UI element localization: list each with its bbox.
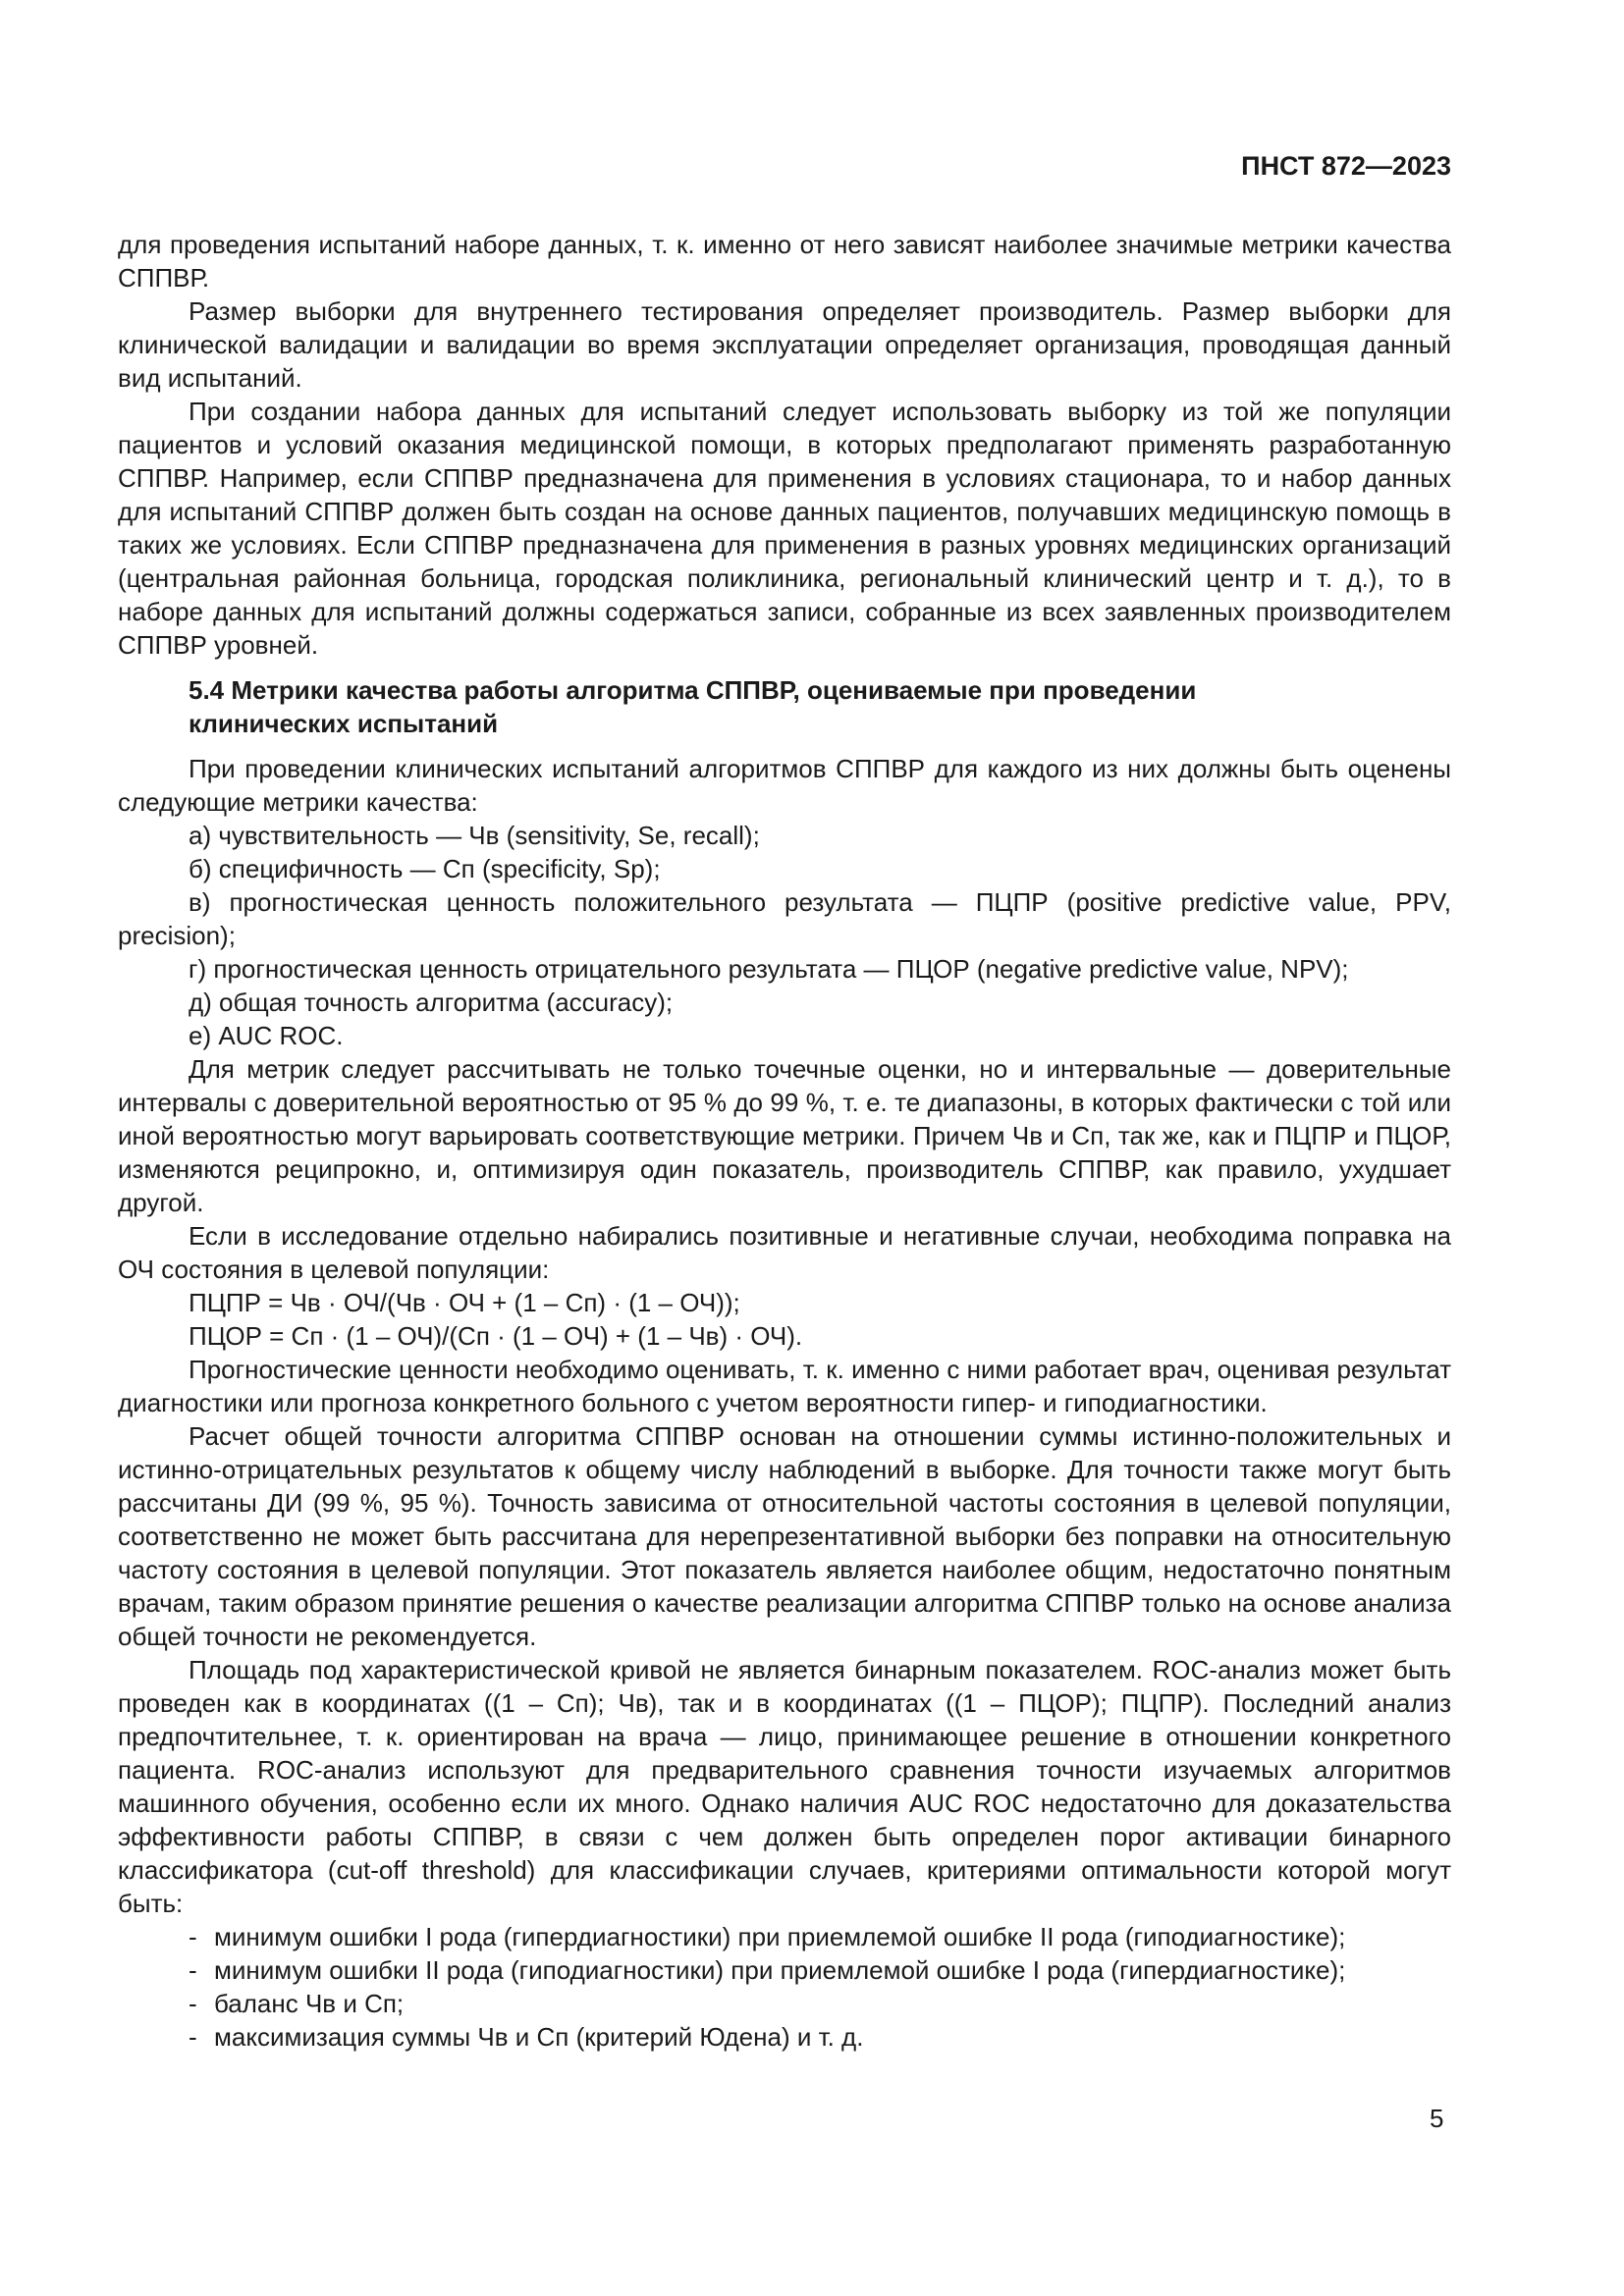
criteria-item: - баланс Чв и Сп;	[189, 1989, 405, 2018]
paragraph-roc: Площадь под характеристической кривой не является бинарным показателем. ROC-анализ может быть проведен как в координатах ((1 – Сп); Чв), так и в координатах ((1 – ПЦОР); ПЦПР). Последний анализ предпочтительнее, т. к. ориентирован на врача — лицо, принимающее решение в отношении конкретного пациента. ROC-анализ используют для предварительного сравнения точности изучаемых алгоритмов машинного обучения, особенно если их много. Однако наличия AUC ROC недостаточно для доказательства эффективности работы СППВР, в связи с чем должен быть определен порог активации бинарного классификатора (cut-off threshold) для классификации случаев, критериями оптимальности которой могут быть:	[118, 1655, 1451, 1918]
paragraph-intervals: Для метрик следует рассчитывать не только точечные оценки, но и интервальные — доверительные интервалы с доверительной вероятностью от 95 % до 99 %, т. е. те диапазоны, в которых фактически с той или иной вероятностью могут варьировать соответствующие метрики. Причем Чв и Сп, так же, как и ПЦПР и ПЦОР, изменяются реципрокно, и, оптимизируя один показатель, производитель СППВР, как правило, ухудшает другой.	[118, 1054, 1451, 1217]
paragraph-sample-size: Размер выборки для внутреннего тестирования определяет производитель. Размер выборки для клинической валидации и валидации во время эксплуатации определяет организация, проводящая данный вид испытаний.	[118, 296, 1451, 393]
paragraph-correction: Если в исследование отдельно набирались позитивные и негативные случаи, необходима поправка на ОЧ состояния в целевой популяции:	[118, 1221, 1451, 1284]
page-number: 5	[1430, 2104, 1444, 2133]
metric-item: б) специфичность — Сп (specificity, Sp);	[189, 854, 661, 883]
paragraph-intro: При проведении клинических испытаний алгоритмов СППВР для каждого из них должны быть оценены следующие метрики качества:	[118, 754, 1451, 817]
metric-item: г) прогностическая ценность отрицательного результата — ПЦОР (negative predictive value, NPV);	[189, 954, 1349, 984]
paragraph-accuracy: Расчет общей точности алгоритма СППВР основан на отношении суммы истинно-положительных и истинно-отрицательных результатов к общему числу наблюдений в выборке. Для точности также могут быть рассчитаны ДИ (99 %, 95 %). Точность зависима от относительной частоты состояния в целевой популяции, соответственно не может быть рассчитана для нерепрезентативной выборки без поправки на относительную частоту состояния в целевой популяции. Этот показатель является наиболее общим, недостаточно понятным врачам, таким образом принятие решения о качестве реализации алгоритма СППВР только на основе анализа общей точности не рекомендуется.	[118, 1421, 1451, 1651]
paragraph-continuation: для проведения испытаний наборе данных, т. к. именно от него зависят наиболее значимые метрики качества СППВР.	[118, 230, 1451, 293]
main-text	[118, 228, 1451, 2054]
paragraph-prognostic: Прогностические ценности необходимо оценивать, т. к. именно с ними работает врач, оценивая результат диагностики или прогноза конкретного больного с учетом вероятности гипер- и гиподиагностики.	[118, 1355, 1451, 1417]
metric-item: а) чувствительность — Чв (sensitivity, Se, recall);	[189, 821, 760, 850]
paragraph-dataset: При создании набора данных для испытаний следует использовать выборку из той же популяции пациентов и условий оказания медицинской помощи, в которых предполагают применять разработанную СППВР. Например, если СППВР предназначена для применения в условиях стационара, то и набор данных для испытаний СППВР должен быть создан на основе данных пациентов, получавших медицинскую помощь в таких же условиях. Если СППВР предназначена для применения в разных уровнях медицинских организаций (центральная районная больница, городская поликлиника, региональный клинический центр и т. д.), то в наборе данных для испытаний должны содержаться записи, собранные из всех заявленных производителем СППВР уровней.	[118, 397, 1451, 660]
criteria-item: - минимум ошибки I рода (гипердиагностики) при приемлемой ошибке II рода (гиподиагностике);	[189, 1922, 1346, 1951]
formula-npv: ПЦОР = Сп · (1 – ОЧ)/(Сп · (1 – ОЧ) + (1 – Чв) · ОЧ).	[189, 1321, 803, 1351]
metric-item: е) AUC ROC.	[189, 1021, 344, 1050]
section-title-line1: 5.4 Метрики качества работы алгоритма СППВР, оцениваемые при проведении	[189, 675, 1197, 705]
metric-item: д) общая точность алгоритма (accuracy);	[189, 988, 674, 1017]
section-heading	[118, 673, 1451, 740]
criteria-item: - максимизация суммы Чв и Сп (критерий Юдена) и т. д.	[189, 2022, 864, 2052]
document-code: ПНСТ 872—2023	[1241, 151, 1451, 181]
metric-item: в) прогностическая ценность положительного результата — ПЦПР (positive predictive value, PPV, precision);	[118, 887, 1451, 950]
criteria-item: - минимум ошибки II рода (гиподиагностики) при приемлемой ошибке I рода (гипердиагностике);	[189, 1955, 1346, 1985]
formula-ppv: ПЦПР = Чв · ОЧ/(Чв · ОЧ + (1 – Сп) · (1 – ОЧ));	[189, 1288, 740, 1317]
section-title-line2: клинических испытаний	[189, 709, 499, 738]
